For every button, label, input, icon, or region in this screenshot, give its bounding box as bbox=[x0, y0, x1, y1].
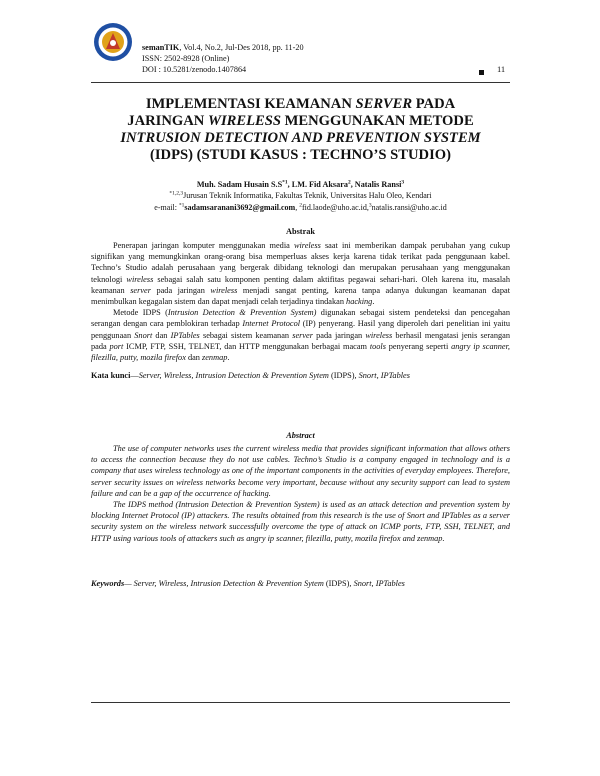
author-emails: e-mail: $^{*1}$sadamsaranani3692@gmail.com, $^2$fid.laode@uho.ac.id,$^3$natalis.ransi@uho.ac.id bbox=[154, 202, 447, 212]
abstrak-paragraph-1: Penerapan jaringan komputer menggunakan media wireless saat ini memberikan dampak perubahan yang cukup signifikan yang memungkinkan orang-orang bisa memperluas akses kerja karena tidak terikat pada penggunaan kabel. Techno’s Studio adalah perusahaan yang bergerak dibidang teknologi dan merupakan perusahaan yang menggunakan teknologi wireless sebagai salah satu komponen penting dalam aktifitas pegawai sehari-hari. Oleh karena itu, masalah keamanan server pada jaringan wireless menjadi sangat penting, karena tanpa adanya dukungan keamanan dapat menimbulkan kegagalan sistem dan dapat menjadi celah terjadinya tindakan hacking. bbox=[91, 241, 510, 307]
title-line-2: JARINGAN WIRELESS MENGGUNAKAN METODE bbox=[127, 113, 474, 129]
header-rule bbox=[91, 82, 510, 83]
affiliation: $^{*1,2,3}$Jurusan Teknik Informatika, Fakultas Teknik, Universitas Halu Oleo, Kendari bbox=[169, 190, 432, 200]
title-line-4: (IDPS) (STUDI KASUS : TECHNO’S STUDIO) bbox=[150, 147, 451, 163]
journal-citation bbox=[142, 43, 304, 54]
journal-name: semanTIK bbox=[142, 43, 180, 52]
university-seal-logo bbox=[93, 22, 133, 62]
header-bullet bbox=[479, 70, 484, 75]
email-link-3[interactable]: natalis.ransi@uho.ac.id bbox=[371, 203, 447, 212]
paper-title bbox=[91, 96, 510, 164]
issn: ISSN: 2502-8928 (Online) bbox=[142, 53, 230, 63]
abstract-paragraph-2: The IDPS method (Intrusion Detection & Prevention System) is used as an attack detection and prevention system by blocking Internet Protocol (IP) attackers. The results obtained from this research is the use of Snort and IPTables as a server security system on the wireless network successfully overcome the type of attack on ICMP ports, FTP, SSH, TELNET, and HTTP using various tools of attackers such as angry ip scanner, filezilla, putty, mozila firefox and zenmap. bbox=[91, 500, 510, 543]
page-number: 11 bbox=[497, 64, 506, 74]
abstract-heading: Abstract bbox=[286, 431, 315, 440]
email-link-2[interactable]: fid.laode@uho.ac.id bbox=[301, 203, 367, 212]
title-line-1: IMPLEMENTASI KEAMANAN SERVER PADA bbox=[145, 96, 456, 112]
email-link-1[interactable]: sadamsaranani3692@gmail.com bbox=[184, 203, 296, 212]
abstrak-paragraph-2: Metode IDPS (Intrusion Detection & Prevention System) digunakan sebagai sistem pendeteksi dan pencegahan serangan dengan cara pemblokiran terhadap Internet Protocol (IP) penyerang. Hasil yang diperoleh dari penelitian ini yaitu penggunaan Snort dan IPTables sebagai sistem keamanan server pada jaringan wireless berhasil mengatasi jenis serangan pada port ICMP, FTP, SSH, TELNET, dan HTTP menggunakan berbagai macam tools penyerang seperti angry ip scanner, filezilla, putty, mozila firefox dan zenmap. bbox=[91, 308, 510, 363]
doi: DOI : 10.5281/zenodo.1407864 bbox=[142, 64, 247, 74]
abstract-paragraph-1: The use of computer networks uses the current wireless media that provides significant information that allows others to access the connection because they do not use cables. Techno’s Studio is a company engaged in technology and is a company that uses wireless technology as one of the important components in the activities of everyday employees. Therefore, server security issues on wireless networks become very important, because without any security support can lead to system failure and can be a gap of the occurrence of hacking. bbox=[91, 444, 510, 498]
author-list: Muh. Sadam Husain $S.S^{*1}$, LM. Fid Aksara$^2$, Natalis Ransi$^3$ bbox=[196, 179, 405, 189]
journal-header bbox=[142, 43, 304, 75]
kata-kunci: Kata kunci—Server, Wireless, Intrusion Detection & Prevention Sytem (IDPS), Snort, IPTables bbox=[91, 371, 410, 380]
seal-center bbox=[110, 40, 116, 46]
abstrak-heading: Abstrak bbox=[285, 227, 316, 236]
footer-rule bbox=[91, 702, 510, 703]
citation-text: , Vol.4, No.2, Jul-Des 2018, pp. 11-20 bbox=[179, 43, 304, 52]
title-line-3: INTRUSION DETECTION AND PREVENTION SYSTEM bbox=[120, 130, 481, 146]
abstrak-body bbox=[91, 240, 510, 363]
abstract-body bbox=[91, 443, 510, 544]
keywords: Keywords— Server, Wireless, Intrusion Detection & Prevention Sytem (IDPS), Snort, IPTables bbox=[91, 579, 405, 588]
